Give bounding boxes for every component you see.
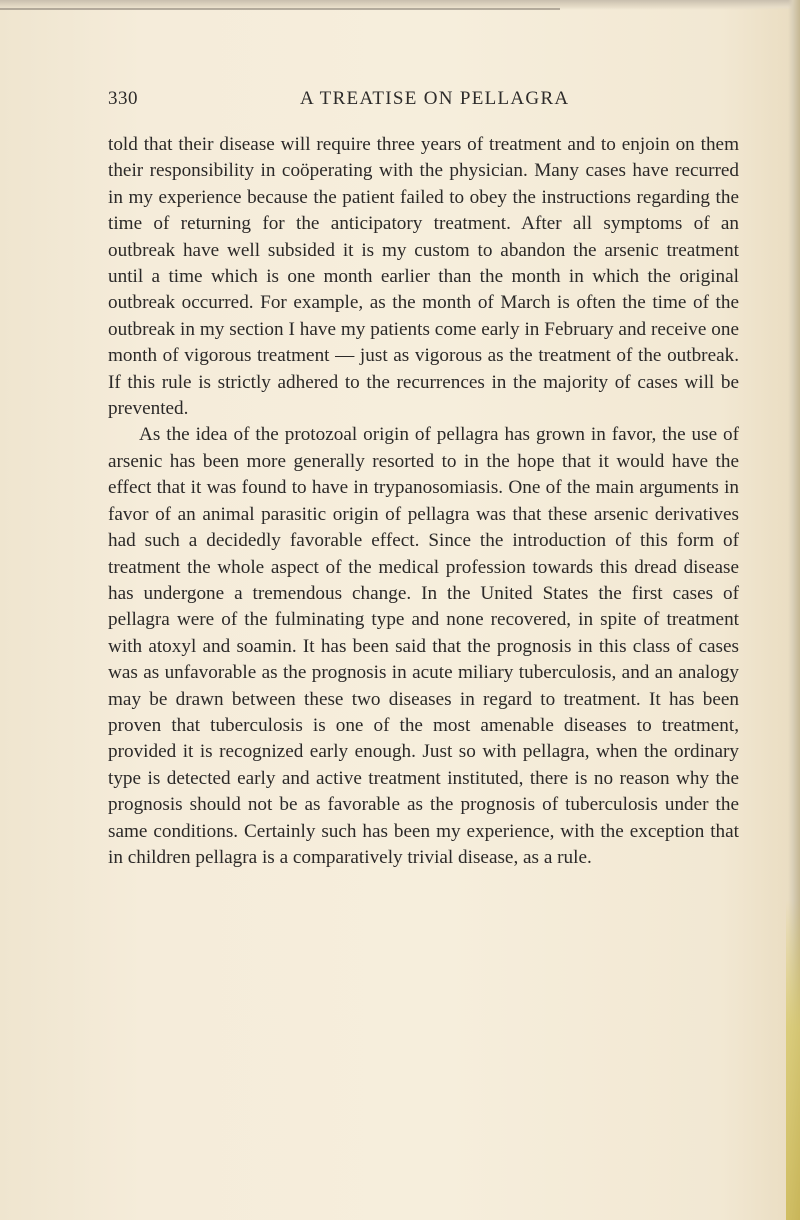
body-text <box>108 132 739 871</box>
page-edge-stain <box>786 900 800 1220</box>
paragraph: told that their disease will require three years of treatment and to enjoin on them their responsibility in coöperating with the physician. Many cases have recurred in my experience because the patient failed to obey the instructions regarding the time of returning for the anticipatory treatment. After all symptoms of an outbreak have well subsided it is my custom to abandon the arsenic treatment until a time which is one month earlier than the month in which the original outbreak occurred. For example, as the month of March is often the time of the outbreak in my section I have my patients come early in February and receive one month of vigorous treatment — just as vigorous as the treatment of the outbreak. If this rule is strictly adhered to the recurrences in the majority of cases will be prevented. <box>108 134 739 420</box>
page-header <box>108 88 738 116</box>
paragraph: As the idea of the protozoal origin of pellagra has grown in favor, the use of arsenic has been more generally resorted to in the hope that it would have the effect that it was found to have in trypanosomiasis. One of the main arguments in favor of an animal parasitic origin of pellagra was that these arsenic derivatives had such a decidedly favorable effect. Since the introduction of this form of treatment the whole aspect of the medical profession towards this dread disease has undergone a tremendous change. In the United States the first cases of pellagra were of the fulminating type and none recovered, in spite of treatment with atoxyl and soamin. It has been said that the prognosis in this class of cases was as unfavorable as the prognosis in acute miliary tuberculosis, and an analogy may be drawn between these two diseases in regard to treatment. It has been proven that tuberculosis is one of the most amenable diseases to treatment, provided it is recognized early enough. Just so with pellagra, when the ordinary type is detected early and active treatment instituted, there is no reason why the prognosis should not be as favorable as the prognosis of tuberculosis under the same conditions. Certainly such has been my experience, with the exception that in children pellagra is a comparatively trivial disease, as a rule. <box>108 424 739 868</box>
page-top-shadow-line <box>0 8 560 10</box>
page-number: 330 <box>108 88 138 109</box>
running-head: A TREATISE ON PELLAGRA <box>300 88 570 109</box>
